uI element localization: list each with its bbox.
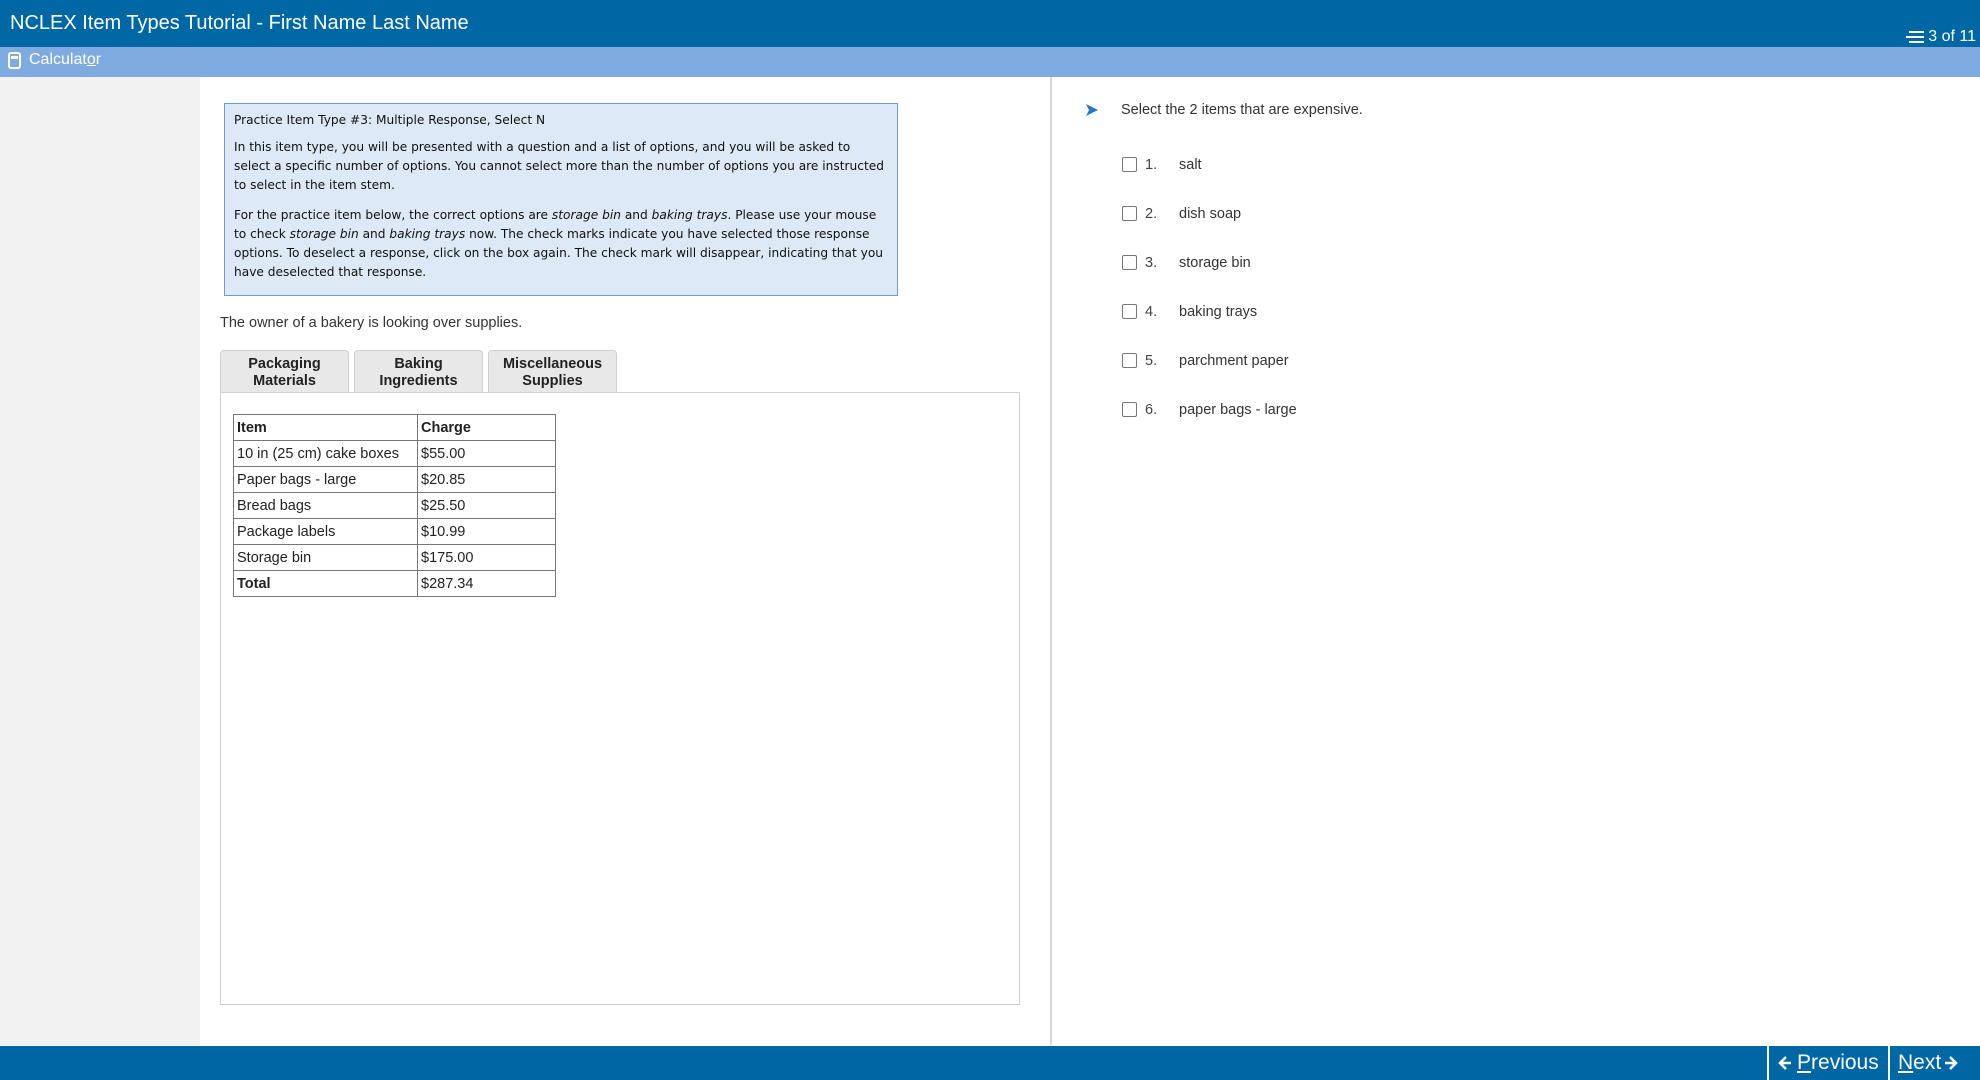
next-button[interactable] xyxy=(1888,1046,1980,1080)
calculator-label: Calculator xyxy=(29,51,102,68)
cell-item: Bread bags xyxy=(234,493,418,519)
option-number: 5. xyxy=(1145,352,1158,369)
stem-text: Select the 2 items that are expensive. xyxy=(1121,102,1363,118)
next-label: Next xyxy=(1898,1051,1942,1074)
response-options xyxy=(1122,140,1297,434)
stem-arrow-icon xyxy=(1085,103,1099,117)
option-number: 1. xyxy=(1145,156,1158,173)
previous-label: Previous xyxy=(1797,1051,1879,1074)
option-label: dish soap xyxy=(1179,205,1242,222)
option-number: 6. xyxy=(1145,401,1158,418)
table-header-row xyxy=(234,415,556,441)
table-row xyxy=(234,519,556,545)
footer-bar xyxy=(0,1046,1980,1080)
app-title: NCLEX Item Types Tutorial - First Name Last Name xyxy=(10,12,469,34)
column-header-charge: Charge xyxy=(418,415,556,441)
option-4[interactable] xyxy=(1122,287,1297,336)
tab-panel xyxy=(220,392,1020,1005)
item-list-icon xyxy=(1906,29,1926,45)
table-total-row xyxy=(234,571,556,597)
total-label: Total xyxy=(234,571,418,597)
table-row xyxy=(234,467,556,493)
cell-charge: $25.50 xyxy=(418,493,556,519)
option-checkbox[interactable] xyxy=(1122,206,1137,221)
tab-baking-ingredients[interactable]: Baking Ingredients xyxy=(354,350,483,392)
cell-item: Storage bin xyxy=(234,545,418,571)
tutorial-info-box xyxy=(224,103,898,296)
option-checkbox[interactable] xyxy=(1122,255,1137,270)
toolbar xyxy=(0,47,1980,77)
info-box-title: Practice Item Type #3: Multiple Response, Select N xyxy=(234,113,546,127)
option-number: 2. xyxy=(1145,205,1158,222)
tab-packaging-materials[interactable]: Packaging Materials xyxy=(220,350,349,392)
option-label: parchment paper xyxy=(1179,352,1289,369)
option-number: 3. xyxy=(1145,254,1158,271)
scenario-text: The owner of a bakery is looking over supplies. xyxy=(220,315,523,331)
arrow-right-icon xyxy=(1943,1055,1959,1071)
cell-item: Package labels xyxy=(234,519,418,545)
option-label: storage bin xyxy=(1179,254,1251,271)
table-row xyxy=(234,493,556,519)
option-number: 4. xyxy=(1145,303,1158,320)
previous-button[interactable] xyxy=(1767,1046,1888,1080)
cell-item: Paper bags - large xyxy=(234,467,418,493)
item-stem xyxy=(1085,102,1363,118)
option-1[interactable] xyxy=(1122,140,1297,189)
table-row xyxy=(234,441,556,467)
exhibit-pane xyxy=(200,77,1050,1045)
option-6[interactable] xyxy=(1122,385,1297,434)
option-2[interactable] xyxy=(1122,189,1297,238)
cell-item: 10 in (25 cm) cake boxes xyxy=(234,441,418,467)
column-header-item: Item xyxy=(234,415,418,441)
exhibit-tabs xyxy=(220,350,617,392)
option-label: baking trays xyxy=(1179,303,1258,320)
total-value: $287.34 xyxy=(418,571,556,597)
info-paragraph-1: In this item type, you will be presented with a question and a list of options, and you will be asked to select a specific number of options. You cannot select more than the number of options you are instructed to select in the item stem. xyxy=(234,140,884,192)
info-paragraph-2: For the practice item below, the correct options are storage bin and baking trays. Please use your mouse to check storage bin and baking trays now. The check marks indicate you have selected those response options. To deselect a response, click on the box again. The check mark will disappear, indicating that you have deselected that response. xyxy=(234,208,884,279)
table-row xyxy=(234,545,556,571)
option-checkbox[interactable] xyxy=(1122,353,1137,368)
cell-charge: $20.85 xyxy=(418,467,556,493)
cell-charge: $10.99 xyxy=(418,519,556,545)
charges-table xyxy=(233,414,556,597)
calculator-icon xyxy=(8,52,21,69)
progress-indicator xyxy=(1906,28,1976,46)
option-3[interactable] xyxy=(1122,238,1297,287)
option-label: salt xyxy=(1179,156,1202,173)
tab-miscellaneous-supplies[interactable]: Miscellaneous Supplies xyxy=(488,350,617,392)
question-pane xyxy=(1052,77,1980,1045)
option-label: paper bags - large xyxy=(1179,401,1297,418)
arrow-left-icon xyxy=(1777,1055,1793,1071)
option-checkbox[interactable] xyxy=(1122,304,1137,319)
option-checkbox[interactable] xyxy=(1122,157,1137,172)
cell-charge: $55.00 xyxy=(418,441,556,467)
left-gutter xyxy=(0,77,200,1045)
cell-charge: $175.00 xyxy=(418,545,556,571)
option-5[interactable] xyxy=(1122,336,1297,385)
option-checkbox[interactable] xyxy=(1122,402,1137,417)
calculator-button[interactable] xyxy=(8,51,101,69)
progress-text: 3 of 11 xyxy=(1928,28,1976,45)
title-bar xyxy=(0,0,1980,47)
